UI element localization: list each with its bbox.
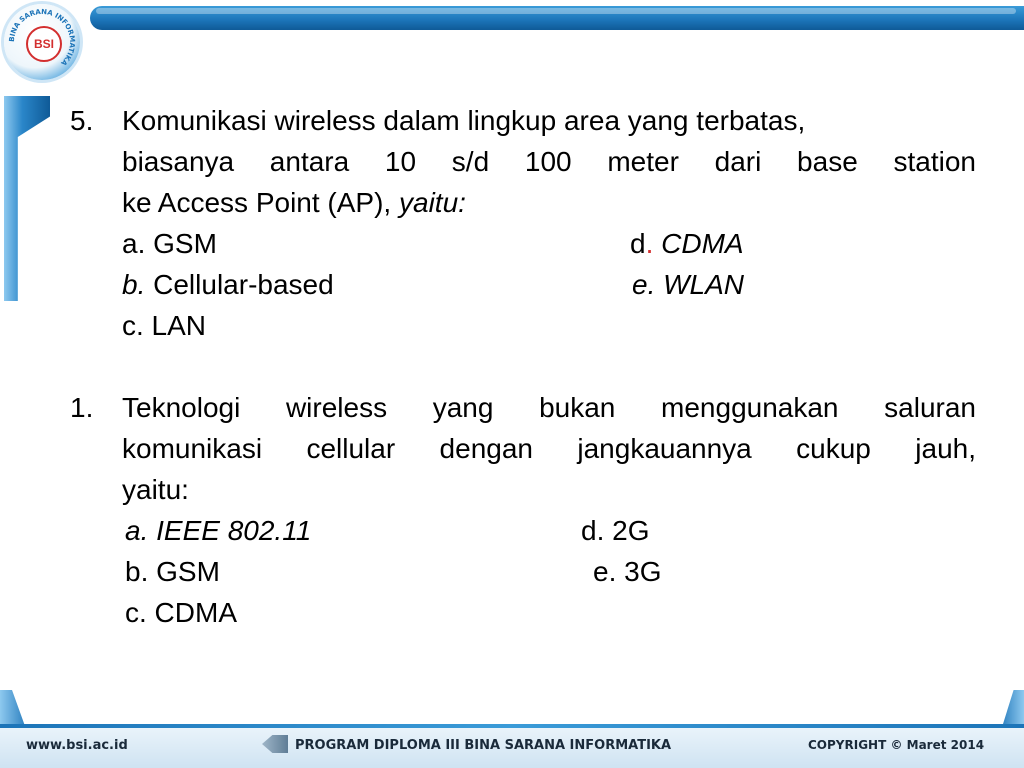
question-number: 5. [70, 105, 94, 136]
option-b-text: Cellular-based [145, 269, 334, 300]
option-d: d. 2G [581, 515, 650, 546]
slide-content [70, 100, 976, 633]
option-e: e. WLAN [632, 269, 745, 300]
footer-program: PROGRAM DIPLOMA III BINA SARANA INFORMATIKA [295, 738, 672, 753]
option-b: b. GSM [125, 556, 220, 587]
option-d [630, 223, 744, 264]
option-b [122, 264, 334, 305]
question-number: 1. [70, 392, 94, 423]
question-line-italic: yaitu: [399, 187, 466, 218]
option-e: e. 3G [593, 556, 662, 587]
option-row [122, 264, 976, 305]
question-line: Komunikasi wireless dalam lingkup area yang terbatas, [122, 105, 806, 136]
option-d-text: CDMA [653, 228, 744, 259]
option-row [122, 510, 976, 551]
footer-url[interactable]: www.bsi.ac.id [26, 738, 128, 753]
question-line: biasanya antara 10 s/d 100 meter dari base station [122, 146, 976, 177]
question-line [122, 182, 976, 223]
question-line: Teknologi wireless yang bukan menggunakan saluran [122, 392, 976, 423]
option-a: a. IEEE 802.11 [125, 515, 312, 546]
question-text [122, 100, 976, 223]
top-banner-highlight [96, 8, 1016, 14]
left-accent-bar [4, 96, 50, 301]
option-row [122, 223, 976, 264]
logo-ring-text: BINA SARANA INFORMATIKA [7, 7, 77, 68]
footer-copyright: COPYRIGHT © Maret 2014 [808, 738, 985, 752]
question-line: yaitu: [122, 474, 189, 505]
option-row [122, 551, 976, 592]
option-row [122, 305, 976, 346]
option-d-dot: . [645, 228, 654, 259]
question-5 [70, 100, 976, 223]
question-text [122, 387, 976, 510]
option-b-prefix: b. [122, 269, 146, 300]
question-1 [70, 387, 976, 510]
option-c: c. LAN [122, 310, 207, 341]
bsi-logo [4, 4, 80, 80]
question-line: komunikasi cellular dengan jangkauannya cukup jauh, [122, 433, 976, 464]
option-a: a. GSM [122, 228, 217, 259]
option-row [122, 592, 976, 633]
question-line-text: ke Access Point (AP), [122, 187, 399, 218]
spacer [70, 346, 976, 387]
option-d-prefix: d [630, 228, 646, 259]
option-c: c. CDMA [125, 597, 237, 628]
logo-emblem: BSI [26, 26, 62, 62]
